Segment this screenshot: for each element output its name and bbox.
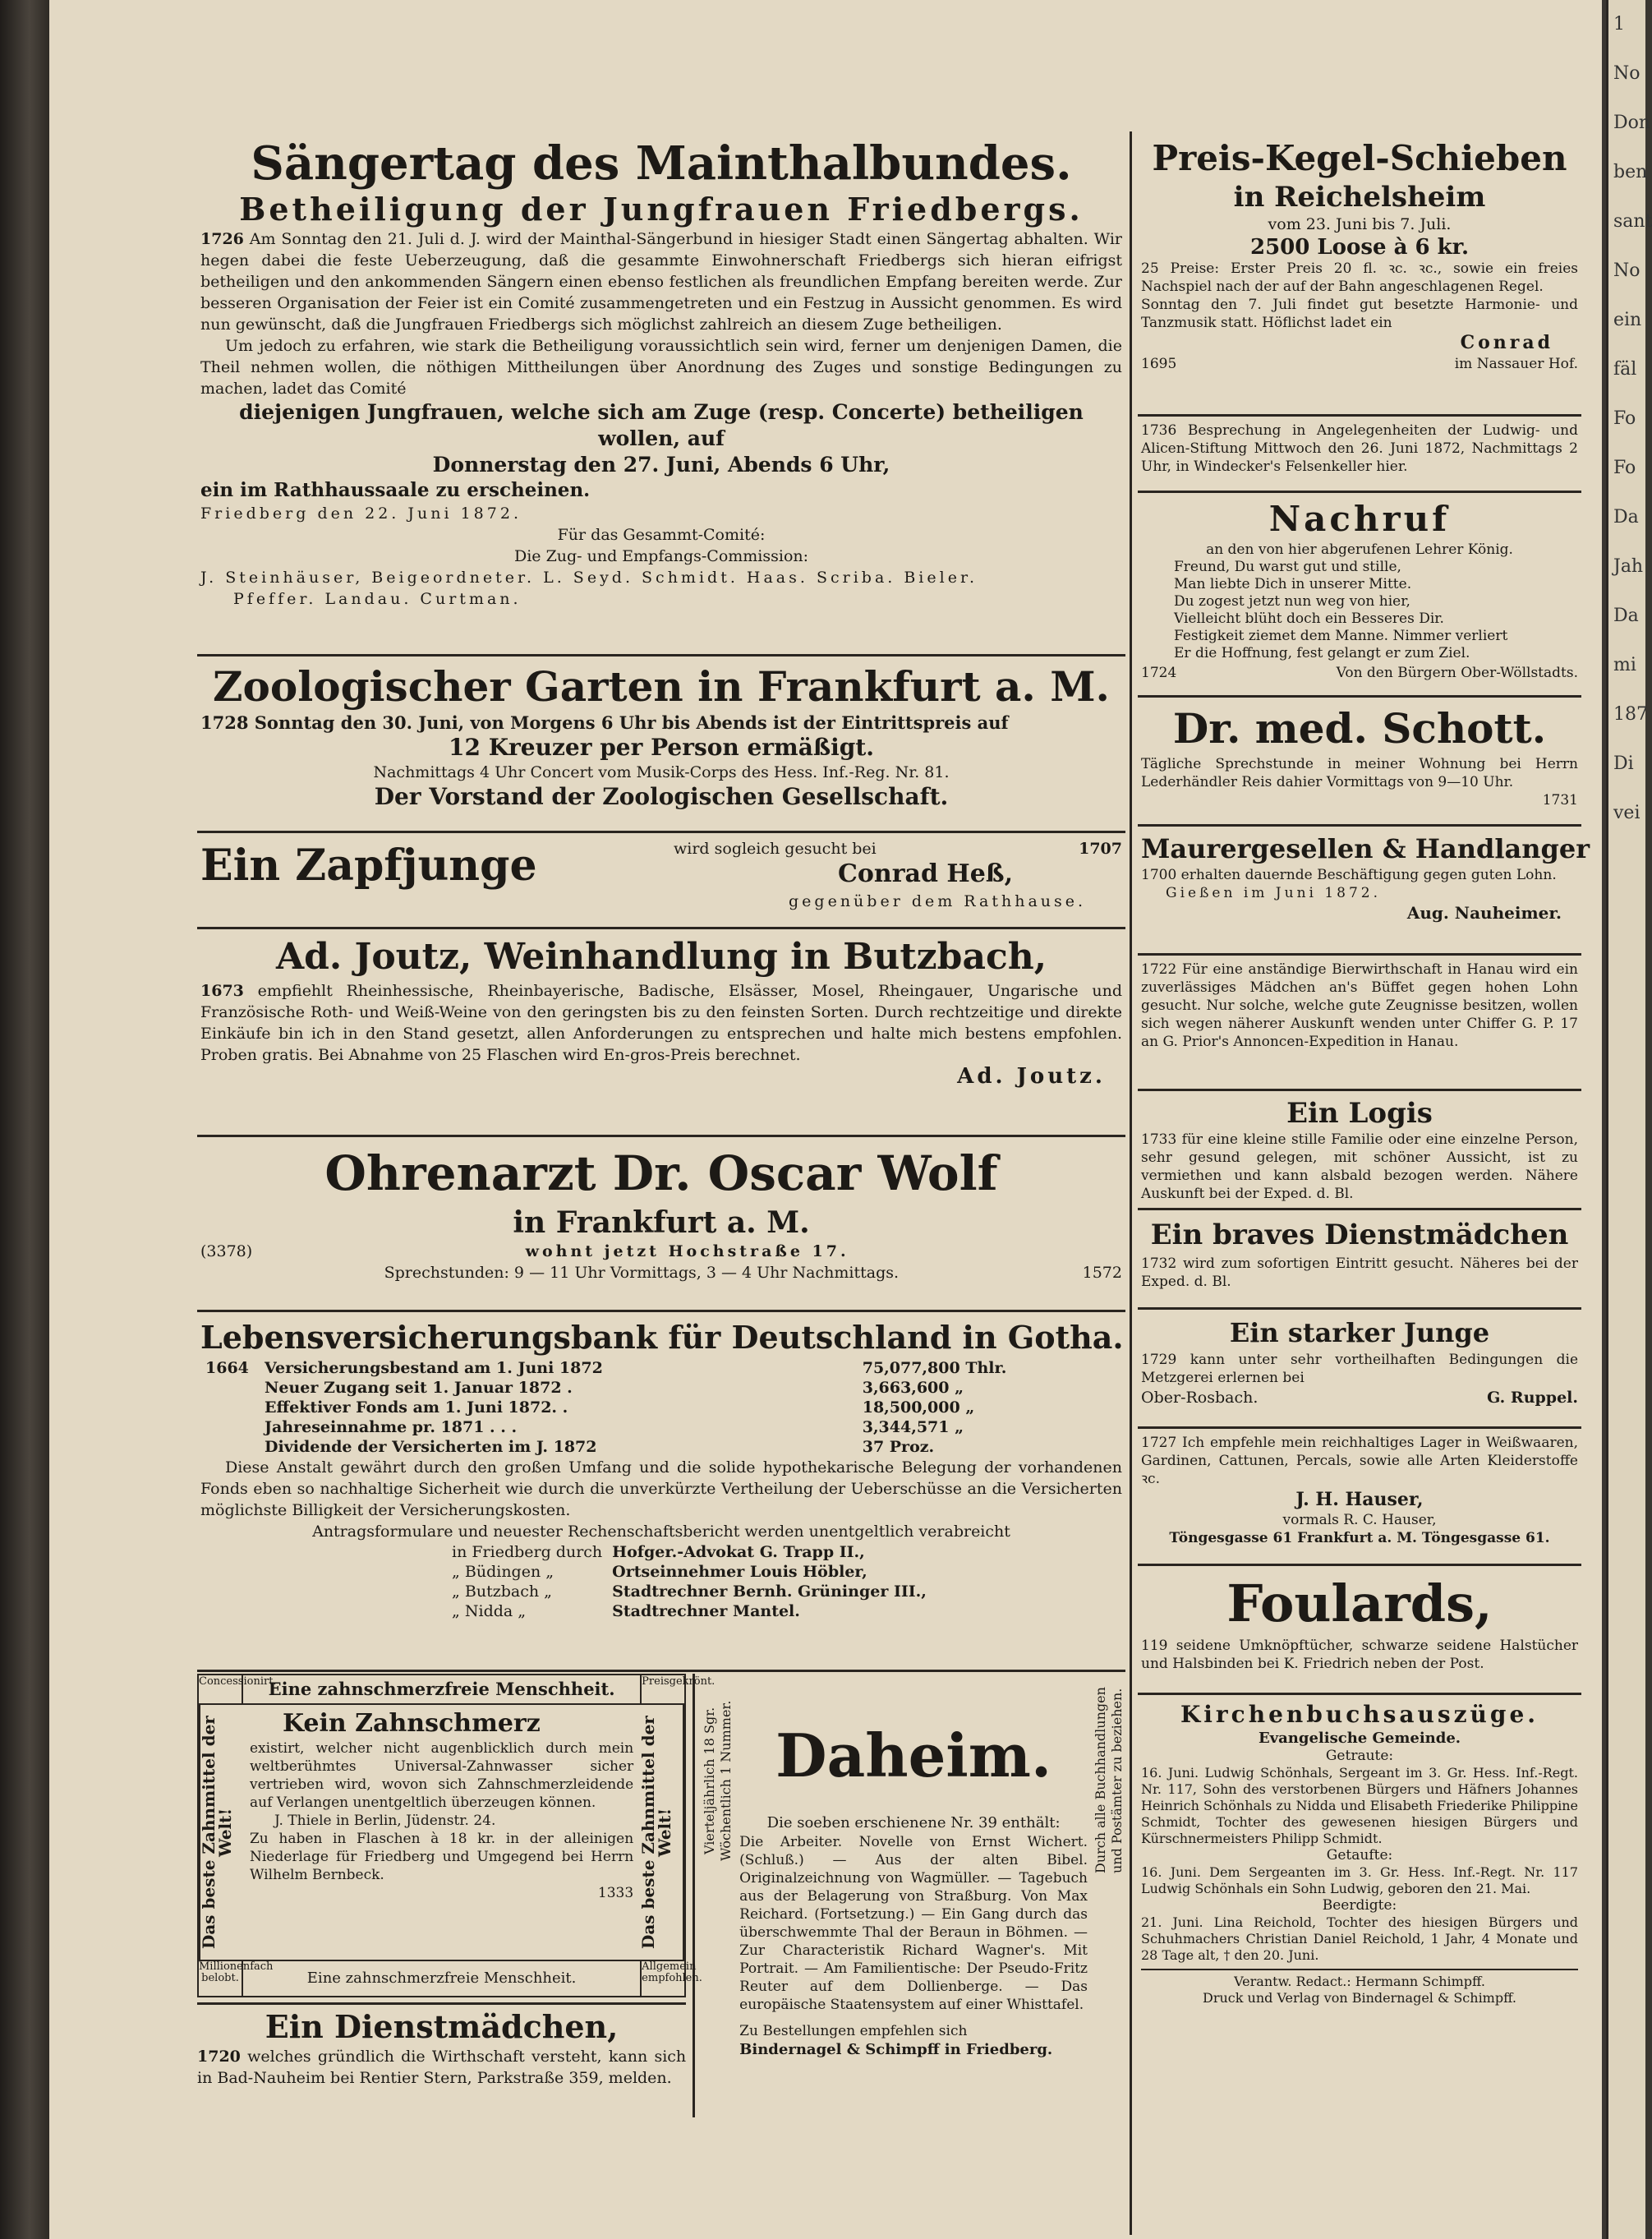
table-cell: Stadtrechner Bernh. Grüninger III., <box>612 1583 927 1601</box>
corner-label: Millionenfach belobt. <box>199 1960 243 1996</box>
ad-signature: Für das Gesammt-Comité: <box>557 526 766 544</box>
ad-wolf <box>197 1137 1125 1312</box>
ad-gotha <box>197 1312 1125 1636</box>
ad-place: in Reichelsheim <box>1233 181 1486 214</box>
ad-title: Maurergesellen & Handlanger <box>1141 833 1590 864</box>
table-cell: „ Büdingen „ <box>452 1563 555 1581</box>
ad-address: Töngesgasse 61 Frankfurt a. M. Töngesgasse 61. <box>1169 1530 1550 1546</box>
right-column <box>1138 131 1590 2032</box>
ad-body <box>1141 1351 1578 1387</box>
column-rule <box>1130 131 1132 2235</box>
table-cell: Ortseinnehmer Louis Höbler, <box>612 1563 867 1581</box>
ad-subtitle: Betheiligung der Jungfrauen Friedbergs. <box>239 191 1084 228</box>
ad-joutz <box>197 929 1125 1137</box>
ad-text: Am Sonntag den 21. Juli d. J. wird der Mainthal-Sängerbund in hiesiger Stadt einen Sängertag abhalten. Wir hegen dabei die feste Ueberzeugung, daß die gesammte Einwohnerschaft Friedbergs sich hieran eifrigst betheiligen und den ankommenden Sängern einen ebenso festlichen als freundlichen Empfang bereiten werde. Zur besseren Organisation der Feier ist ein Comité zusammengetreten und ein Festzug in Aussicht genommen. Es wird nun gewünscht, daß die Jungfrauen Friedbergs sich möglichst zahlreich an diesem Zuge betheiligen. <box>200 230 1122 334</box>
ad-number: 1695 <box>1141 356 1177 372</box>
ad-text: welches gründlich die Wirthschaft versteht, kann sich in Bad-Nauheim bei Rentier Stern, Parkstraße 359, melden. <box>197 2048 687 2087</box>
ad-body <box>1141 866 1578 884</box>
ad-body <box>1141 422 1578 476</box>
ad-title: Zoologischer Garten in Frankfurt a. M. <box>213 662 1110 711</box>
table-cell: Hofger.-Advokat G. Trapp II., <box>612 1543 865 1561</box>
next-page-fragment: No <box>1613 260 1640 281</box>
ad-nachruf <box>1138 493 1581 698</box>
ad-parish: Evangelische Gemeinde. <box>1258 1730 1461 1747</box>
side-label: Vierteljährlich 18 Sgr. Wöchentlich 1 Nummer. <box>702 1700 734 1861</box>
section-heading: Getraute: <box>1325 1748 1394 1764</box>
ad-address: J. Thiele in Berlin, Jüdenstr. 24. <box>274 1813 496 1829</box>
ad-issue: Die soeben erschienene Nr. 39 enthält: <box>766 1814 1061 1831</box>
ad-title: Sängertag des Mainthalbundes. <box>251 136 1072 191</box>
ad-body: 16. Juni. Ludwig Schönhals, Sergeant im 3. Gr. Hess. Inf.-Regt. Nr. 117, Sohn des verstorbenen Bürgers und Häfners Johannes Heinrich Schönhals zu Nidda und Elisabeth Friederike Philippine Schmidt, Tochter des gewesenen hiesigen Bürgers und Kürschnermeisters Philipp Schmidt. <box>1141 1765 1578 1846</box>
ad-title: Foulards, <box>1226 1573 1493 1633</box>
ad-number: 1728 <box>200 712 249 733</box>
table-row <box>200 1358 1122 1378</box>
ad-footer: Eine zahnschmerzfreie Menschheit. <box>243 1960 640 1996</box>
ad-hours-row <box>200 1262 1122 1283</box>
ad-names: J. Steinhäuser, Beigeordneter. L. Seyd. Schmidt. Haas. Scriba. Bieler. <box>200 569 978 587</box>
ad-body <box>200 228 1122 335</box>
ad-name: J. H. Hauser, <box>1295 1489 1424 1510</box>
ad-body <box>1141 1255 1578 1291</box>
ad-text: Ich empfehle mein reichhaltiges Lager in Weißwaaren, Gardinen, Cattunen, Percals, sowie alle Arten Kleiderstoffe ꝛc. <box>1141 1435 1578 1487</box>
ad-title: Nachruf <box>1268 499 1451 539</box>
ad-zoo <box>197 656 1125 833</box>
ad-text: wird sogleich gesucht bei <box>674 840 877 858</box>
ad-footer-row <box>1141 662 1578 684</box>
ad-number: 1664 <box>205 1359 249 1377</box>
ad-title: Lebensversicherungsbank für Deutschland in Gotha. <box>200 1319 1124 1356</box>
ad-subtitle: an den von hier abgerufenen Lehrer König. <box>1206 541 1513 558</box>
ad-title: Daheim. <box>775 1721 1052 1790</box>
side-label: Das beste Zahnmittel der Welt! <box>640 1705 684 1960</box>
corner-label: Allgemein empfohlen. <box>640 1960 684 1996</box>
section-rule <box>197 1670 1125 1672</box>
next-page-fragment: Fo <box>1613 458 1636 478</box>
ad-number: 1707 <box>1079 840 1122 858</box>
ad-names: Pfeffer. Landau. Curtman. <box>233 590 522 608</box>
ad-body <box>197 2046 686 2089</box>
ad-hauser <box>1138 1429 1581 1566</box>
ad-body: Tägliche Sprechstunde in meiner Wohnung bei Herrn Lederhändler Reis dahier Vormittags von 9—10 Uhr. <box>1141 756 1578 790</box>
next-page-fragment: Da <box>1613 507 1639 528</box>
ad-number: 1736 <box>1141 422 1177 439</box>
ad-schott <box>1138 698 1581 827</box>
ad-number: 1729 <box>1141 1352 1177 1368</box>
ad-zapfjunge <box>197 833 1125 929</box>
next-page-fragment: Fo <box>1613 408 1636 429</box>
ad-dienst2 <box>1138 1210 1581 1310</box>
section-heading: Beerdigte: <box>1322 1897 1397 1914</box>
poem-line: Du zogest jetzt nun weg von hier, <box>1174 593 1410 610</box>
ad-signature: Die Zug- und Empfangs-Commission: <box>513 547 809 565</box>
ad-footer-row <box>1141 1387 1578 1408</box>
ad-maurer <box>1138 827 1590 956</box>
ad-name: G. Ruppel. <box>1487 1389 1578 1407</box>
side-label: Das beste Zahnmittel der Welt! <box>199 1705 243 1960</box>
ad-number: 1572 <box>1082 1264 1122 1282</box>
ad-body <box>1141 961 1578 1051</box>
ad-text: wird zum sofortigen Eintritt gesucht. Näheres bei der Exped. d. Bl. <box>1141 1255 1578 1290</box>
ad-dealer: Zu haben in Flaschen à 18 kr. in der alleinigen Niederlage für Friedberg und Umgegend bei Herrn Wilhelm Bernbeck. <box>250 1831 634 1883</box>
ad-body: Um jedoch zu erfahren, wie stark die Betheiligung voraussichtlich sein wird, ferner um denjenigen Damen, die Theil nehmen wollen, die nöthigen Mittheilungen über Anordnung des Zuges und sonstige Bedingungen zu machen, ladet das Comité <box>200 337 1122 398</box>
imprint-line: Verantw. Redact.: Hermann Schimpff. <box>1234 1974 1485 1989</box>
ad-body <box>1141 1434 1578 1488</box>
table-cell: „ Butzbach „ <box>452 1583 552 1601</box>
ad-title: Kein Zahnschmerz <box>283 1709 541 1738</box>
ad-dealer: Zu Bestellungen empfehlen sich <box>739 2023 968 2039</box>
ad-title: Preis-Kegel-Schieben <box>1152 138 1567 178</box>
ad-header: Eine zahnschmerzfreie Menschheit. <box>243 1675 640 1705</box>
next-page-fragment: Di <box>1613 753 1634 774</box>
next-page-fragment: fäl <box>1613 359 1637 380</box>
ad-body <box>200 712 1122 734</box>
next-page-fragment: Jah <box>1613 556 1644 577</box>
table-cell: Jahreseinnahme pr. 1871 . . . <box>265 1418 518 1436</box>
ad-title: Ein braves Dienstmädchen <box>1150 1219 1569 1251</box>
table-cell: Dividende der Versicherten im J. 1872 <box>265 1438 597 1456</box>
ad-place: ein im Rathhaussaale zu erscheinen. <box>200 479 591 501</box>
table-cell: 37 Proz. <box>862 1438 935 1456</box>
ad-signature: Ad. Joutz. <box>957 1064 1106 1089</box>
ad-kegel <box>1138 131 1581 417</box>
next-page-fragment: mi <box>1613 655 1636 675</box>
ad-lots: 2500 Loose à 6 kr. <box>1249 235 1470 260</box>
ad-junge <box>1138 1310 1581 1429</box>
ad-footer-row <box>1141 353 1578 375</box>
ad-former: vormals R. C. Hauser, <box>1282 1512 1437 1528</box>
ad-body: Diese Anstalt gewährt durch den großen Umfang und die solide hypothekarische Belegung der vorhandenen Fonds eben so nachhaltige Sicherheit wie durch die unverkürzte Vertheilung der Ueberschüsse an die Versicherten möglichste Billigkeit der Versicherungskosten. <box>200 1458 1122 1519</box>
corner-label: Concessionirt. <box>199 1675 243 1705</box>
ad-title: Ein Logis <box>1286 1097 1433 1130</box>
ad-text: seidene Umknöpftücher, schwarze seidene Halstücher und Halsbinden bei K. Friedrich neben der Post. <box>1141 1638 1579 1672</box>
ad-figures-table <box>200 1358 1122 1457</box>
ad-daheim <box>695 1674 1125 2117</box>
ad-number: 1673 <box>200 982 244 1000</box>
poem-line: Festigkeit ziemet dem Manne. Nimmer verliert <box>1174 628 1508 644</box>
table-cell: 75,077,800 Thlr. <box>862 1359 1007 1377</box>
imprint <box>1141 1969 1578 2006</box>
ad-text: Für eine anständige Bierwirthschaft in Hanau wird ein zuverlässiges Mädchen an's Büffet gegen hohen Lohn gesucht. Nur solche, welche gute Zeugnisse besitzen, wollen sich wegen näherer Auskunft wenden unter Chiffer G. P. 17 an G. Prior's Annoncen-Expedition in Hanau. <box>1141 961 1578 1050</box>
ad-text: empfiehlt Rheinhessische, Rheinbayerische, Badische, Elsässer, Mosel, Rheingauer, Ungarische und Französische Roth- und Weiß-Weine von den geringsten bis zu den feinsten Sorten. Durch rechtzeitige und direkte Einkäufe bin ich in den Stand gesetzt, allen Anforderungen zu entsprechen und halte mich bestens empfohlen. Proben gratis. Bei Abnahme von 25 Flaschen wird En-gros-Preis berechnet. <box>200 982 1122 1064</box>
ad-kirche <box>1138 1695 1581 2032</box>
poem <box>1141 559 1578 662</box>
ad-1736 <box>1138 417 1581 493</box>
ad-address: wohnt jetzt Hochstraße 17. <box>525 1242 849 1260</box>
ad-text: Nachmittags 4 Uhr Concert vom Musik-Corps des Hess. Inf.-Reg. Nr. 81. <box>373 763 950 781</box>
next-page-fragment: sant <box>1613 211 1652 232</box>
ad-text: Sonntag den 30. Juni, von Morgens 6 Uhr bis Abends ist der Eintrittspreis auf <box>254 712 1009 733</box>
ad-signature: Der Vorstand der Zoologischen Gesellschaft. <box>374 783 949 810</box>
ad-daheim-body <box>734 1674 1093 2117</box>
next-page-fragment: 187 <box>1613 704 1648 725</box>
table-cell: 3,663,600 „ <box>862 1379 964 1397</box>
next-page-fragment: Don <box>1613 113 1651 133</box>
imprint-line: Druck und Verlag von Bindernagel & Schimpff. <box>1203 1990 1516 2006</box>
next-page-edge <box>1606 0 1652 2239</box>
ad-text: erhalten dauernde Beschäftigung gegen guten Lohn. <box>1180 867 1557 883</box>
ad-zahn <box>197 1674 716 1997</box>
poem-line: Vielleicht blüht doch ein Besseres Dir. <box>1174 610 1444 627</box>
ad-1722 <box>1138 956 1581 1091</box>
ad-title: Ein starker Junge <box>1229 1317 1490 1348</box>
ad-body <box>200 980 1122 1066</box>
ad-body: Die Arbeiter. Novelle von Ernst Wichert. (Schluß.) — Aus der alten Bibel. Originalzeichnung von Wagmüller. — Tagebuch aus der Belagerung von Straßburg. Von Max Reichard. (Fortsetzung.) — Ein Gang durch das überschwemmte Thal der Beraun in Böhmen. — Zur Characteristik Richard Wagner's. Mit Portrait. — Am Familientische: Der Pseudo-Fritz Reuter auf dem Dollienberge. — Das europäische Staatensystem auf einer Whisttafel. <box>739 1834 1088 2013</box>
table-row <box>200 1437 1122 1457</box>
ad-title: Ad. Joutz, Weinhandlung in Butzbach, <box>275 936 1047 978</box>
ad-number: 1726 <box>200 230 244 248</box>
ad-title: Kirchenbuchsauszüge. <box>1180 1701 1539 1728</box>
bottom-left-cell <box>197 1674 716 2117</box>
table-cell: Versicherungsbestand am 1. Juni 1872 <box>265 1359 603 1377</box>
ad-body: 21. Juni. Lina Reichold, Tochter des hiesigen Bürgers und Schuhmachers Christian Daniel Reichold, 1 Jahr, 4 Monate und 28 Tage alt, † den 20. Juni. <box>1141 1914 1578 1963</box>
ad-saengertag <box>197 131 1125 656</box>
table-cell: 3,344,571 „ <box>862 1418 964 1436</box>
ad-date: Donnerstag den 27. Juni, Abends 6 Uhr, <box>432 453 890 477</box>
ad-dienst1 <box>197 2002 686 2089</box>
ad-body: Sonntag den 7. Juli findet gut besetzte Harmonie- und Tanzmusik statt. Höflichst ladet ein <box>1141 297 1578 331</box>
table-row <box>200 1398 1122 1417</box>
ad-place: Ober-Rosbach. <box>1141 1389 1259 1407</box>
ad-number: 1720 <box>197 2048 241 2066</box>
ad-title: Dr. med. Schott. <box>1172 704 1547 753</box>
ad-text: Besprechung in Angelegenheiten der Ludwig- und Alicen-Stiftung Mittwoch den 26. Juni 1872, Nachmittags 2 Uhr, in Windecker's Felsenkeller hier. <box>1141 422 1578 475</box>
ad-dateline: Friedberg den 22. Juni 1872. <box>200 504 522 523</box>
left-column <box>197 131 1125 1636</box>
ad-text: kann unter sehr vortheilhaften Bedingungen die Metzgerei erlernen bei <box>1141 1352 1578 1386</box>
corner-label: Preisgekrönt. <box>640 1675 684 1705</box>
ad-agents-table <box>447 1542 932 1621</box>
ad-zahn-body <box>243 1705 640 1960</box>
table-row <box>447 1542 932 1562</box>
ad-number: 1333 <box>597 1885 634 1901</box>
next-page-fragment: 1 <box>1613 14 1625 35</box>
poem-line: Freund, Du warst gut und stille, <box>1174 559 1401 575</box>
table-cell: Stadtrechner Mantel. <box>612 1602 800 1620</box>
table-cell: „ Nidda „ <box>452 1602 527 1620</box>
ad-name: Conrad Heß, <box>838 859 1014 888</box>
next-page-fragment: ben <box>1613 162 1648 182</box>
ad-body: 16. Juni. Dem Sergeanten im 3. Gr. Hess. Inf.-Regt. Nr. 117 Ludwig Schönhals ein Sohn Ludwig, geboren den 21. Mai. <box>1141 1864 1578 1896</box>
table-cell: in Friedberg durch <box>452 1543 603 1561</box>
ad-title: Ein Dienstmädchen, <box>265 2008 619 2045</box>
ad-body: existirt, welcher nicht augenblicklich durch mein weltberühmtes Universal-Zahnwasser sicher vertrieben wird, wovon sich Zahnschmerzleidende auf Verlangen unentgeltlich überzeugen können. <box>250 1740 634 1811</box>
next-page-fragment: vei <box>1613 803 1640 823</box>
ad-inn: im Nassauer Hof. <box>1454 356 1578 372</box>
table-row <box>200 1378 1122 1398</box>
ad-text: für eine kleine stille Familie oder eine einzelne Person, sehr gesund gelegen, mit schöner Aussicht, ist zu vermiethen und kann alsbald bezogen werden. Nähere Auskunft bei der Exped. d. Bl. <box>1141 1131 1578 1202</box>
ad-number: 1733 <box>1141 1131 1177 1148</box>
ad-body: 25 Preise: Erster Preis 20 fl. ꝛc. ꝛc., sowie ein freies Nachspiel nach der auf der Bahn angeschlagenen Regel. <box>1141 260 1578 295</box>
ad-name: Aug. Nauheimer. <box>1406 903 1562 923</box>
table-row <box>447 1582 932 1601</box>
ad-number: 119 <box>1141 1638 1168 1654</box>
next-page-fragment: Da <box>1613 606 1639 626</box>
next-page-fragment: ein <box>1613 310 1642 330</box>
ad-title: Ohrenarzt Dr. Oscar Wolf <box>324 1145 998 1201</box>
ad-title: Ein Zapfjunge <box>200 841 537 891</box>
poem-line: Er die Hoffnung, fest gelangt er zum Ziel. <box>1174 645 1470 661</box>
ad-number: 1724 <box>1141 665 1177 681</box>
ad-highlight: 12 Kreuzer per Person ermäßigt. <box>449 734 874 761</box>
ad-dates: vom 23. Juni bis 7. Juli. <box>1268 215 1452 233</box>
ad-number: 1732 <box>1141 1255 1177 1272</box>
next-page-fragment: No <box>1613 63 1640 84</box>
ad-number: 1722 <box>1141 961 1177 978</box>
ad-logis <box>1138 1091 1581 1210</box>
ad-dateline: Gießen im Juni 1872. <box>1166 885 1382 901</box>
ad-number: 1731 <box>1542 792 1578 809</box>
ad-name: Conrad <box>1460 332 1553 353</box>
ad-city: in Frankfurt a. M. <box>513 1205 810 1240</box>
table-row <box>447 1601 932 1621</box>
ad-number: 1700 <box>1141 867 1177 883</box>
book-spine <box>0 0 49 2239</box>
ad-body <box>1141 1637 1578 1673</box>
ad-dealer-name: Bindernagel & Schimpff in Friedberg. <box>739 2041 1053 2058</box>
ad-from: Von den Bürgern Ober-Wöllstadts. <box>1336 665 1578 681</box>
ad-body <box>1141 1131 1578 1203</box>
ad-note: Antragsformulare und neuester Rechenschaftsbericht werden unentgeltlich verabreicht <box>312 1523 1010 1541</box>
ad-address: gegenüber dem Rathhause. <box>789 892 1087 910</box>
side-label: Durch alle Buchhandlungen und Postämter zu beziehen. <box>1093 1687 1125 1874</box>
table-row <box>200 1417 1122 1437</box>
table-cell: Neuer Zugang seit 1. Januar 1872 . <box>265 1379 573 1397</box>
bottom-left-section <box>197 1674 1125 2117</box>
section-heading: Getaufte: <box>1326 1847 1393 1864</box>
table-cell: 18,500,000 „ <box>862 1398 975 1417</box>
ad-hours: Sprechstunden: 9 — 11 Uhr Vormittags, 3 — 4 Uhr Nachmittags. <box>384 1264 900 1282</box>
poem-line: Man liebte Dich in unserer Mitte. <box>1174 576 1412 592</box>
ad-ref: (3378) <box>200 1242 253 1260</box>
table-cell: Effektiver Fonds am 1. Juni 1872. . <box>265 1398 568 1417</box>
ad-foulards <box>1138 1566 1581 1695</box>
ad-number: 1727 <box>1141 1435 1177 1451</box>
table-row <box>447 1562 932 1582</box>
ad-address-row <box>200 1241 1122 1262</box>
ad-highlight: diejenigen Jungfrauen, welche sich am Zuge (resp. Concerte) betheiligen wollen, auf <box>239 400 1084 450</box>
